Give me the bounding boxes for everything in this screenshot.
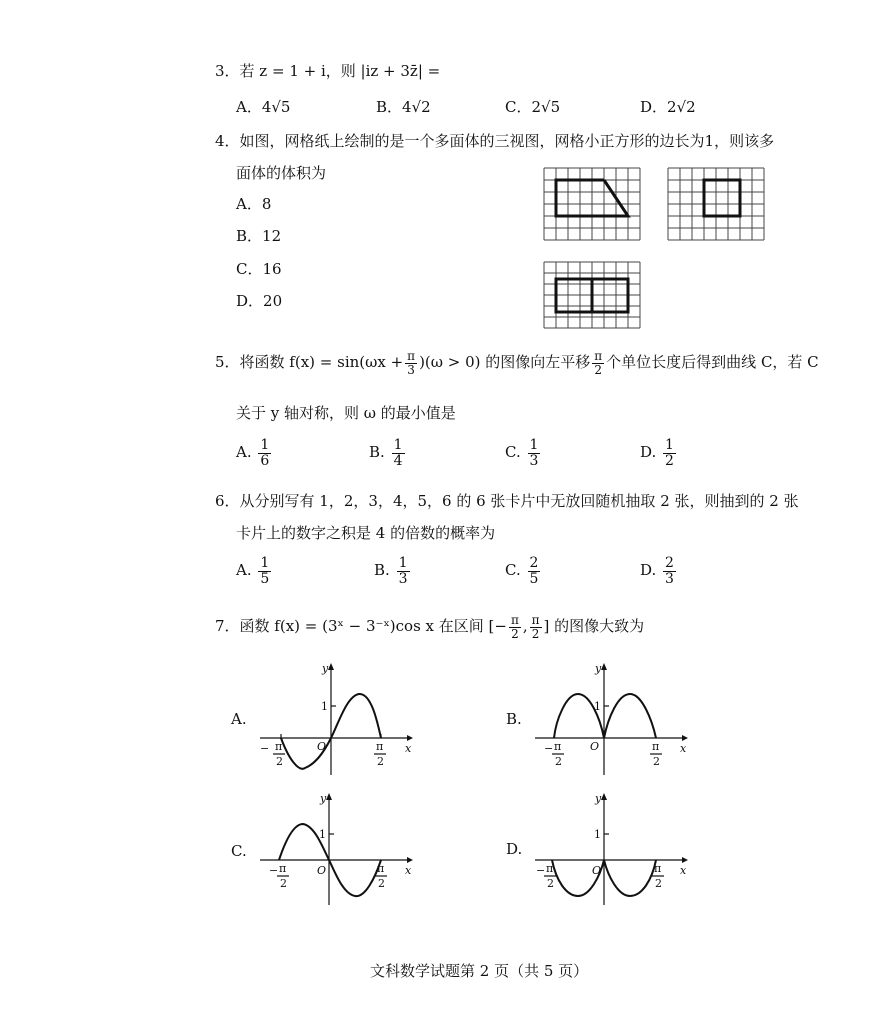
pi-label: π	[652, 740, 660, 753]
q7-stem-pre: 7．函数 f(x) = (3ˣ − 3⁻ˣ)cos x 在区间 [−	[215, 617, 507, 636]
q6-option-a-num: 1	[260, 555, 270, 571]
q5-option-b-den: 4	[393, 452, 403, 469]
curve-b	[554, 694, 656, 738]
q7-graph-a	[255, 660, 415, 780]
q3-option-c: C．2√5	[505, 98, 561, 116]
q6-option-a-fraction	[258, 556, 271, 586]
q5-option-a	[236, 438, 273, 468]
tick-one-label: 1	[319, 828, 326, 841]
q6-option-b-label: B.	[374, 561, 390, 580]
pi-label: π	[377, 862, 385, 875]
x-axis-label: x	[405, 742, 412, 755]
q5-option-a-den: 6	[260, 452, 270, 469]
q6-option-b	[374, 556, 412, 586]
pi-label: π	[376, 740, 384, 753]
q6-option-d	[640, 556, 678, 586]
q5-option-c-den: 3	[529, 452, 539, 469]
q6-option-a-den: 5	[260, 570, 270, 587]
q7-graph-c-label: C.	[231, 842, 247, 860]
front-view-grid	[544, 168, 640, 240]
q7-stem-mid: ,	[522, 617, 528, 636]
y-axis-arrow	[328, 663, 334, 670]
q7-graph-b	[530, 660, 690, 780]
tick-one-label: 1	[321, 700, 328, 713]
q7-graph-c	[255, 790, 415, 910]
q7-graph-d-label: D.	[506, 840, 523, 858]
tick-one-label: 1	[594, 828, 601, 841]
q5-option-b-num: 1	[393, 437, 403, 453]
q5-option-c	[505, 438, 542, 468]
q5-fraction-pi-over-3	[405, 350, 417, 376]
q5-option-c-num: 1	[529, 437, 539, 453]
two-label: 2	[653, 755, 660, 768]
q5-option-d-label: D.	[640, 443, 657, 462]
q3-option-a: A．4√5	[236, 98, 291, 116]
y-axis-label: y	[595, 662, 602, 675]
q7-graph-a-label: A.	[231, 710, 247, 728]
q5-stem-pre: 5．将函数 f(x) = sin(ωx +	[215, 353, 404, 372]
q4-option-b: B．12	[236, 227, 282, 245]
q4-option-a: A．8	[236, 195, 272, 213]
q6-option-b-num: 1	[398, 555, 408, 571]
q6-option-d-fraction	[663, 556, 676, 586]
pi-label: π	[654, 862, 662, 875]
q5-option-b-label: B.	[369, 443, 385, 462]
q6-option-a-label: A.	[236, 561, 252, 580]
q6-option-b-fraction	[397, 556, 410, 586]
neg-pi-label: π	[554, 740, 562, 753]
origin-label: O	[590, 740, 600, 753]
q5-option-c-fraction	[528, 438, 541, 468]
q5-option-b-fraction	[392, 438, 405, 468]
q5-option-c-label: C.	[505, 443, 521, 462]
q5-frac1-num: π	[407, 349, 416, 363]
q6-option-c-num: 2	[529, 555, 539, 571]
q3-option-d: D．2√2	[640, 98, 696, 116]
q7-stem-post: ] 的图像大致为	[543, 617, 645, 636]
neg-two-label: 2	[280, 877, 287, 890]
two-label: 2	[377, 755, 384, 768]
q7-graph-d	[530, 790, 690, 910]
q5-option-a-label: A.	[236, 443, 252, 462]
q5-frac1-den: 3	[407, 362, 415, 377]
q5-option-d-num: 1	[665, 437, 674, 453]
two-label: 2	[655, 877, 662, 890]
q5-option-a-num: 1	[260, 437, 270, 453]
neg-two-label: 2	[276, 755, 283, 768]
origin-label: O	[317, 864, 327, 877]
q6-option-c	[505, 556, 542, 586]
q5-frac2-num: π	[594, 349, 603, 363]
neg-two-label: 2	[547, 877, 554, 890]
x-axis-arrow	[682, 857, 688, 863]
q7-graph-b-label: B.	[506, 710, 522, 728]
neg-pi-label: π	[275, 740, 283, 753]
x-axis-label: x	[405, 864, 412, 877]
x-axis-arrow	[407, 735, 413, 741]
x-axis-label: x	[680, 742, 687, 755]
neg-pi-label: π	[279, 862, 287, 875]
q7-fraction-pi-over-2	[530, 614, 542, 640]
q5-option-b	[369, 438, 407, 468]
q7-f2-den: 2	[531, 626, 540, 641]
y-axis-label: y	[322, 662, 329, 675]
side-view-grid	[668, 168, 764, 240]
q7-fraction-neg-pi-over-2	[509, 614, 521, 640]
q4-option-d: D．20	[236, 292, 283, 310]
neg-two-label: 2	[555, 755, 562, 768]
q6-option-c-den: 5	[529, 570, 539, 587]
neg-sign: −	[544, 742, 554, 755]
y-axis-label: y	[595, 792, 602, 805]
q7-f1-num: π	[510, 613, 519, 627]
top-view-grid	[544, 262, 640, 328]
two-label: 2	[378, 877, 385, 890]
q6-option-a	[236, 556, 273, 586]
neg-sign: −	[536, 864, 546, 877]
q5-option-d-fraction	[663, 438, 676, 468]
q7-f2-num: π	[531, 613, 540, 627]
neg-pi-label: π	[546, 862, 554, 875]
neg-sign: −	[269, 864, 279, 877]
origin-label: O	[317, 740, 327, 753]
q5-fraction-pi-over-2	[592, 350, 604, 376]
origin-label: O	[592, 864, 602, 877]
q4-stem-line2: 面体的体积为	[236, 164, 327, 182]
q4-option-c: C．16	[236, 260, 282, 278]
q5-option-a-fraction	[258, 438, 271, 468]
q5-stem-post: 个单位长度后得到曲线 C，若 C	[606, 353, 819, 372]
q6-option-c-fraction	[528, 556, 541, 586]
q5-frac2-den: 2	[594, 362, 603, 377]
y-axis-label: y	[320, 792, 327, 805]
x-axis-arrow	[407, 857, 413, 863]
q7-f1-den: 2	[511, 626, 519, 641]
y-axis-arrow	[601, 793, 607, 800]
q5-option-d	[640, 438, 678, 468]
q5-stem-mid: )(ω > 0) 的图像向左平移	[419, 353, 591, 372]
q6-stem-line2: 卡片上的数字之积是 4 的倍数的概率为	[236, 524, 496, 542]
x-axis-arrow	[682, 735, 688, 741]
q5-stem-line2: 关于 y 轴对称，则 ω 的最小值是	[236, 404, 456, 422]
neg-sign: −	[260, 742, 270, 755]
q6-option-b-den: 3	[398, 570, 408, 587]
x-axis-label: x	[680, 864, 687, 877]
q3-stem: 3．若 z = 1 + i，则 |iz + 3z̄| =	[215, 62, 441, 80]
q6-stem-line1: 6．从分别写有 1，2，3，4，5，6 的 6 张卡片中无放回随机抽取 2 张，则抽到的 2 张	[215, 492, 799, 510]
q5-option-d-den: 2	[665, 452, 674, 469]
y-axis-arrow	[326, 793, 332, 800]
q5-stem-line1	[215, 350, 819, 376]
q6-option-c-label: C.	[505, 561, 521, 580]
q6-option-d-den: 3	[665, 570, 674, 587]
tick-one-label: 1	[594, 700, 601, 713]
page-footer: 文科数学试题第 2 页（共 5 页）	[370, 962, 589, 980]
q6-option-d-label: D.	[640, 561, 657, 580]
y-axis-arrow	[601, 663, 607, 670]
q4-stem-line1: 4．如图，网格纸上绘制的是一个多面体的三视图，网格小正方形的边长为1，则该多	[215, 132, 775, 150]
q6-option-d-num: 2	[665, 555, 674, 571]
q7-stem	[215, 614, 644, 640]
q3-option-b: B．4√2	[376, 98, 431, 116]
